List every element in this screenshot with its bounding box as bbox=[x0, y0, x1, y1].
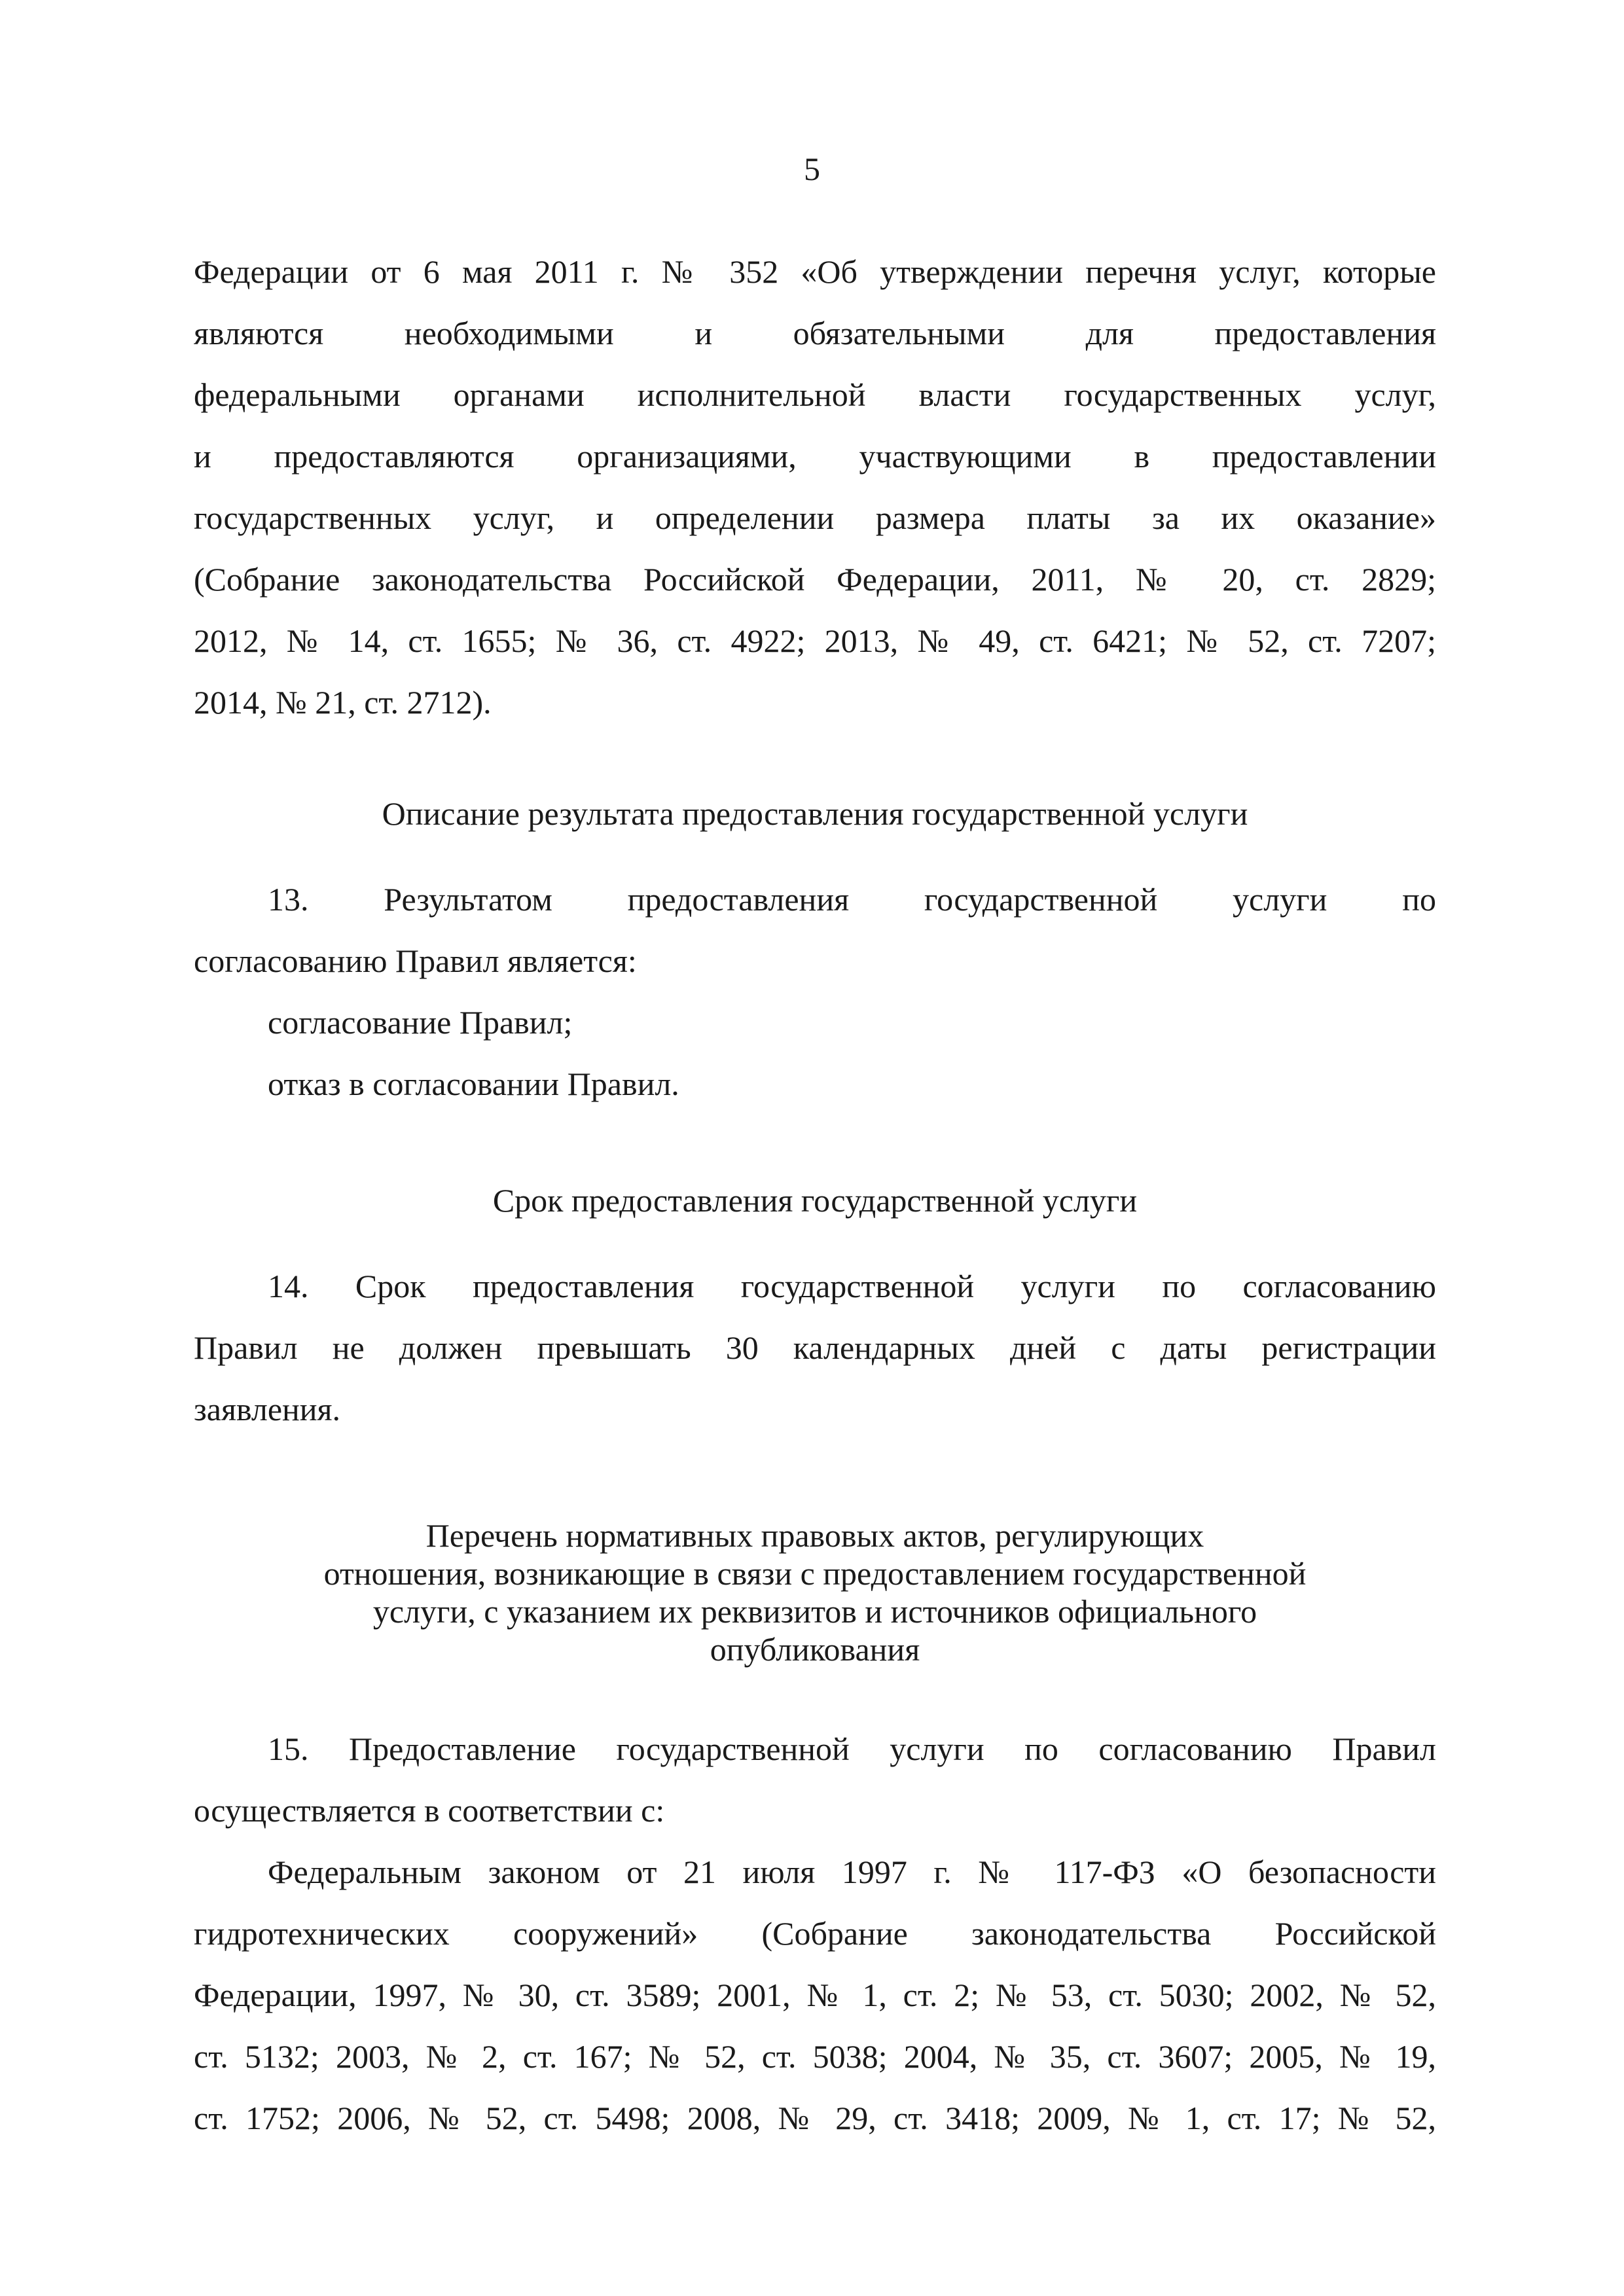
heading-line: услуги, с указанием их реквизитов и источников официального bbox=[372, 1593, 1257, 1630]
text-line: 13. Результатом предоставления государственной услуги по bbox=[268, 881, 1436, 918]
paragraph-item-13 bbox=[194, 869, 1436, 1115]
text-line: ст. 1752; 2006, № 52, ст. 5498; 2008, № 29, ст. 3418; 2009, № 1, ст. 17; № 52, bbox=[194, 2100, 1436, 2136]
text-line: являются необходимыми и обязательными для предоставления bbox=[194, 315, 1436, 351]
section-heading-legal-acts bbox=[194, 1516, 1436, 1668]
list-item: согласование Правил; bbox=[268, 1004, 573, 1041]
text-line: Федерации, 1997, № 30, ст. 3589; 2001, № 1, ст. 2; № 53, ст. 5030; 2002, № 52, bbox=[194, 1977, 1436, 2013]
text-line: 14. Срок предоставления государственной услуги по согласованию bbox=[268, 1268, 1436, 1304]
text-line: федеральными органами исполнительной власти государственных услуг, bbox=[194, 376, 1436, 413]
text-line: согласованию Правил является: bbox=[194, 942, 637, 979]
text-line: Федерации от 6 мая 2011 г. № 352 «Об утверждении перечня услуг, которые bbox=[194, 253, 1436, 290]
section-heading-term bbox=[194, 1181, 1436, 1219]
text-line: государственных услуг, и определении размера платы за их оказание» bbox=[194, 499, 1436, 536]
text-line: осуществляется в соответствии с: bbox=[194, 1792, 665, 1829]
section-heading-result bbox=[194, 795, 1436, 833]
text-line: заявления. bbox=[194, 1391, 341, 1427]
text-line: гидротехнических сооружений» (Собрание законодательства Российской bbox=[194, 1915, 1436, 1952]
paragraph-item-14 bbox=[194, 1255, 1436, 1440]
text-line: ст. 5132; 2003, № 2, ст. 167; № 52, ст. 5038; 2004, № 35, ст. 3607; 2005, № 19, bbox=[194, 2038, 1436, 2075]
list-item: отказ в согласовании Правил. bbox=[268, 1066, 679, 1102]
heading-line: опубликования bbox=[710, 1631, 920, 1668]
paragraph-item-15 bbox=[194, 1718, 1436, 1841]
heading-line: Перечень нормативных правовых актов, регулирующих bbox=[425, 1517, 1204, 1554]
paragraph-decree-continuation bbox=[194, 241, 1436, 733]
page-number: 5 bbox=[804, 151, 820, 187]
text-line: 2014, № 21, ст. 2712). bbox=[194, 684, 492, 721]
heading-line: Описание результата предоставления государственной услуги bbox=[382, 795, 1248, 832]
text-line: Федеральным законом от 21 июля 1997 г. № 117-ФЗ «О безопасности bbox=[268, 1854, 1436, 1890]
text-line: и предоставляются организациями, участвующими в предоставлении bbox=[194, 438, 1436, 475]
text-line: (Собрание законодательства Российской Федерации, 2011, № 20, ст. 2829; bbox=[194, 561, 1436, 598]
paragraph-federal-law bbox=[194, 1841, 1436, 2149]
heading-line: отношения, возникающие в связи с предоставлением государственной bbox=[323, 1555, 1307, 1592]
text-line: 15. Предоставление государственной услуги по согласованию Правил bbox=[268, 1731, 1436, 1767]
text-line: Правил не должен превышать 30 календарных дней с даты регистрации bbox=[194, 1329, 1436, 1366]
text-line: 2012, № 14, ст. 1655; № 36, ст. 4922; 2013, № 49, ст. 6421; № 52, ст. 7207; bbox=[194, 622, 1436, 659]
heading-line: Срок предоставления государственной услуги bbox=[492, 1182, 1138, 1219]
